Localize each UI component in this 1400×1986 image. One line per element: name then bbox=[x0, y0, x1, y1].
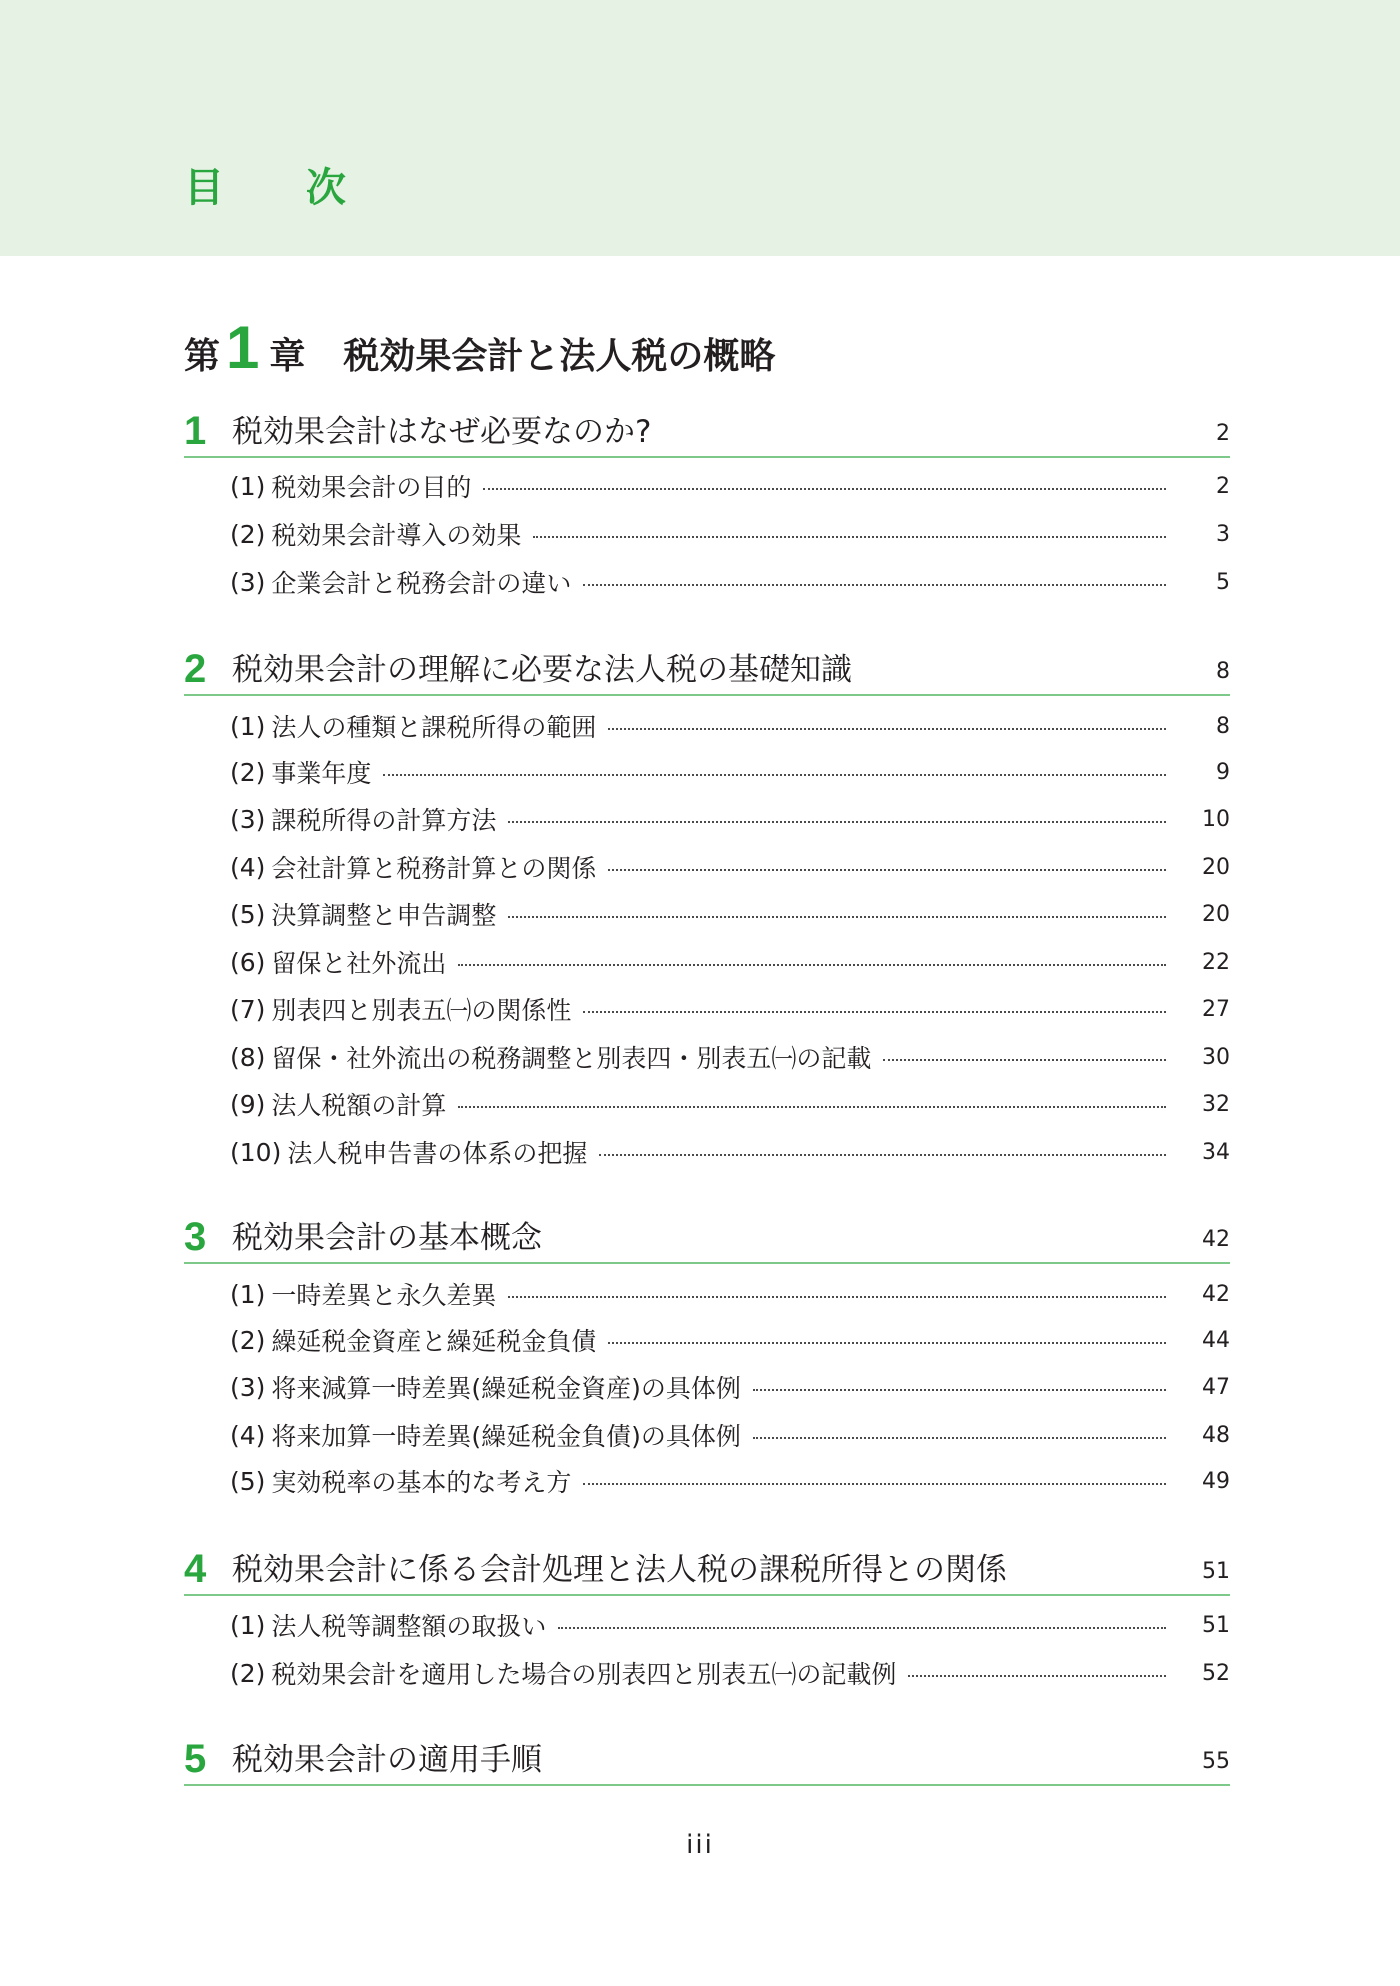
toc-item[interactable] bbox=[230, 1037, 1230, 1077]
item-number: (2) bbox=[230, 757, 266, 787]
item-page: 22 bbox=[1202, 949, 1230, 975]
dot-leader bbox=[508, 1296, 1166, 1298]
dot-leader bbox=[458, 1106, 1166, 1108]
toc-title: 目 次 bbox=[184, 165, 380, 211]
item-number: (2) bbox=[230, 519, 266, 549]
toc-item[interactable] bbox=[230, 706, 1230, 746]
section-title: 税効果会計の理解に必要な法人税の基礎知識 bbox=[232, 652, 852, 688]
item-number: (4) bbox=[230, 1420, 266, 1450]
dot-leader bbox=[608, 728, 1166, 730]
dot-leader bbox=[458, 964, 1166, 966]
item-title: 法人税等調整額の取扱い bbox=[271, 1612, 547, 1641]
dot-leader bbox=[608, 1342, 1166, 1344]
dot-leader bbox=[753, 1437, 1166, 1439]
chapter-heading bbox=[184, 316, 775, 380]
dot-leader bbox=[883, 1059, 1166, 1061]
item-page: 5 bbox=[1216, 569, 1230, 595]
header-band bbox=[0, 0, 1400, 256]
toc-item[interactable] bbox=[230, 562, 1230, 602]
item-title: 留保・社外流出の税務調整と別表四・別表五㈠の記載 bbox=[271, 1044, 872, 1073]
toc-item[interactable] bbox=[230, 847, 1230, 887]
item-page: 20 bbox=[1202, 854, 1230, 880]
item-number: (10) bbox=[230, 1137, 282, 1167]
dot-leader bbox=[908, 1675, 1166, 1677]
dot-leader bbox=[508, 916, 1166, 918]
item-page: 47 bbox=[1202, 1374, 1230, 1400]
item-title: 会社計算と税務計算との関係 bbox=[271, 854, 597, 883]
item-number: (5) bbox=[230, 1466, 266, 1496]
dot-leader bbox=[608, 869, 1166, 871]
item-number: (6) bbox=[230, 947, 266, 977]
toc-item[interactable] bbox=[230, 1653, 1230, 1693]
toc-item[interactable] bbox=[230, 1605, 1230, 1645]
dot-leader bbox=[583, 584, 1166, 586]
item-title: 一時差異と永久差異 bbox=[271, 1281, 497, 1310]
toc-item[interactable] bbox=[230, 514, 1230, 554]
section-heading[interactable] bbox=[184, 1548, 1230, 1596]
section-page: 55 bbox=[1202, 1749, 1230, 1774]
item-page: 30 bbox=[1202, 1044, 1230, 1070]
item-page: 8 bbox=[1216, 713, 1230, 739]
section-title: 税効果会計の基本概念 bbox=[232, 1220, 542, 1256]
item-title: 税効果会計を適用した場合の別表四と別表五㈠の記載例 bbox=[271, 1660, 897, 1689]
section-heading[interactable] bbox=[184, 648, 1230, 696]
item-page: 27 bbox=[1202, 996, 1230, 1022]
item-number: (5) bbox=[230, 899, 266, 929]
section-title: 税効果会計に係る会計処理と法人税の課税所得との関係 bbox=[232, 1552, 1007, 1588]
toc-item[interactable] bbox=[230, 1367, 1230, 1407]
chapter-prefix: 第 bbox=[184, 336, 221, 377]
item-page: 32 bbox=[1202, 1091, 1230, 1117]
item-page: 52 bbox=[1202, 1660, 1230, 1686]
section-number: 4 bbox=[184, 1547, 207, 1591]
item-number: (1) bbox=[230, 1279, 266, 1309]
toc-item[interactable] bbox=[230, 894, 1230, 934]
item-title: 将来減算一時差異(繰延税金資産)の具体例 bbox=[271, 1374, 741, 1403]
item-number: (3) bbox=[230, 567, 266, 597]
toc-item[interactable] bbox=[230, 1320, 1230, 1360]
item-title: 税効果会計導入の効果 bbox=[271, 521, 522, 550]
dot-leader bbox=[753, 1389, 1166, 1391]
item-number: (1) bbox=[230, 1610, 266, 1640]
section-title: 税効果会計はなぜ必要なのか? bbox=[232, 414, 652, 450]
section-page: 2 bbox=[1216, 421, 1230, 446]
toc-item[interactable] bbox=[230, 1415, 1230, 1455]
item-page: 42 bbox=[1202, 1281, 1230, 1307]
item-page: 51 bbox=[1202, 1612, 1230, 1638]
page-number: iii bbox=[686, 1830, 714, 1860]
section-page: 8 bbox=[1216, 659, 1230, 684]
section-heading[interactable] bbox=[184, 1216, 1230, 1264]
item-number: (2) bbox=[230, 1325, 266, 1355]
item-title: 法人の種類と課税所得の範囲 bbox=[271, 713, 597, 742]
item-title: 留保と社外流出 bbox=[271, 949, 447, 978]
toc-item[interactable] bbox=[230, 799, 1230, 839]
section-number: 2 bbox=[184, 647, 207, 691]
toc-item[interactable] bbox=[230, 1274, 1230, 1314]
item-page: 49 bbox=[1202, 1468, 1230, 1494]
item-page: 9 bbox=[1216, 759, 1230, 785]
item-title: 事業年度 bbox=[271, 759, 372, 788]
item-number: (4) bbox=[230, 852, 266, 882]
item-number: (2) bbox=[230, 1658, 266, 1688]
toc-item[interactable] bbox=[230, 1461, 1230, 1501]
dot-leader bbox=[508, 821, 1166, 823]
item-title: 税効果会計の目的 bbox=[271, 473, 472, 502]
section-page: 42 bbox=[1202, 1227, 1230, 1252]
item-title: 法人税申告書の体系の把握 bbox=[287, 1139, 588, 1168]
dot-leader bbox=[558, 1627, 1166, 1629]
item-number: (7) bbox=[230, 994, 266, 1024]
section-heading[interactable] bbox=[184, 410, 1230, 458]
item-page: 3 bbox=[1216, 521, 1230, 547]
dot-leader bbox=[599, 1154, 1166, 1156]
item-title: 課税所得の計算方法 bbox=[271, 806, 497, 835]
item-title: 将来加算一時差異(繰延税金負債)の具体例 bbox=[271, 1422, 741, 1451]
item-number: (1) bbox=[230, 711, 266, 741]
item-title: 決算調整と申告調整 bbox=[271, 901, 497, 930]
section-number: 3 bbox=[184, 1215, 207, 1259]
dot-leader bbox=[583, 1011, 1166, 1013]
item-page: 44 bbox=[1202, 1327, 1230, 1353]
item-number: (1) bbox=[230, 471, 266, 501]
dot-leader bbox=[583, 1483, 1166, 1485]
item-number: (8) bbox=[230, 1042, 266, 1072]
toc-item[interactable] bbox=[230, 942, 1230, 982]
item-title: 別表四と別表五㈠の関係性 bbox=[271, 996, 572, 1025]
item-title: 法人税額の計算 bbox=[271, 1091, 447, 1120]
item-page: 2 bbox=[1216, 473, 1230, 499]
toc-item[interactable] bbox=[230, 466, 1230, 506]
item-page: 34 bbox=[1202, 1139, 1230, 1165]
toc-item[interactable] bbox=[230, 1132, 1230, 1172]
section-heading[interactable] bbox=[184, 1738, 1230, 1786]
section-number: 5 bbox=[184, 1737, 207, 1781]
item-number: (3) bbox=[230, 1372, 266, 1402]
chapter-number: 1 bbox=[226, 314, 260, 381]
item-number: (3) bbox=[230, 804, 266, 834]
section-page: 51 bbox=[1202, 1559, 1230, 1584]
chapter-suffix: 章 bbox=[269, 336, 306, 377]
toc-item[interactable] bbox=[230, 752, 1230, 792]
item-page: 48 bbox=[1202, 1422, 1230, 1448]
item-number: (9) bbox=[230, 1089, 266, 1119]
dot-leader bbox=[383, 774, 1166, 776]
item-page: 10 bbox=[1202, 806, 1230, 832]
toc-item[interactable] bbox=[230, 989, 1230, 1029]
section-title: 税効果会計の適用手順 bbox=[232, 1742, 542, 1778]
section-number: 1 bbox=[184, 409, 207, 453]
toc-item[interactable] bbox=[230, 1084, 1230, 1124]
item-page: 20 bbox=[1202, 901, 1230, 927]
dot-leader bbox=[533, 536, 1166, 538]
chapter-title: 税効果会計と法人税の概略 bbox=[343, 336, 776, 377]
item-title: 企業会計と税務会計の違い bbox=[271, 569, 572, 598]
item-title: 実効税率の基本的な考え方 bbox=[271, 1468, 572, 1497]
item-title: 繰延税金資産と繰延税金負債 bbox=[271, 1327, 597, 1356]
dot-leader bbox=[483, 488, 1166, 490]
